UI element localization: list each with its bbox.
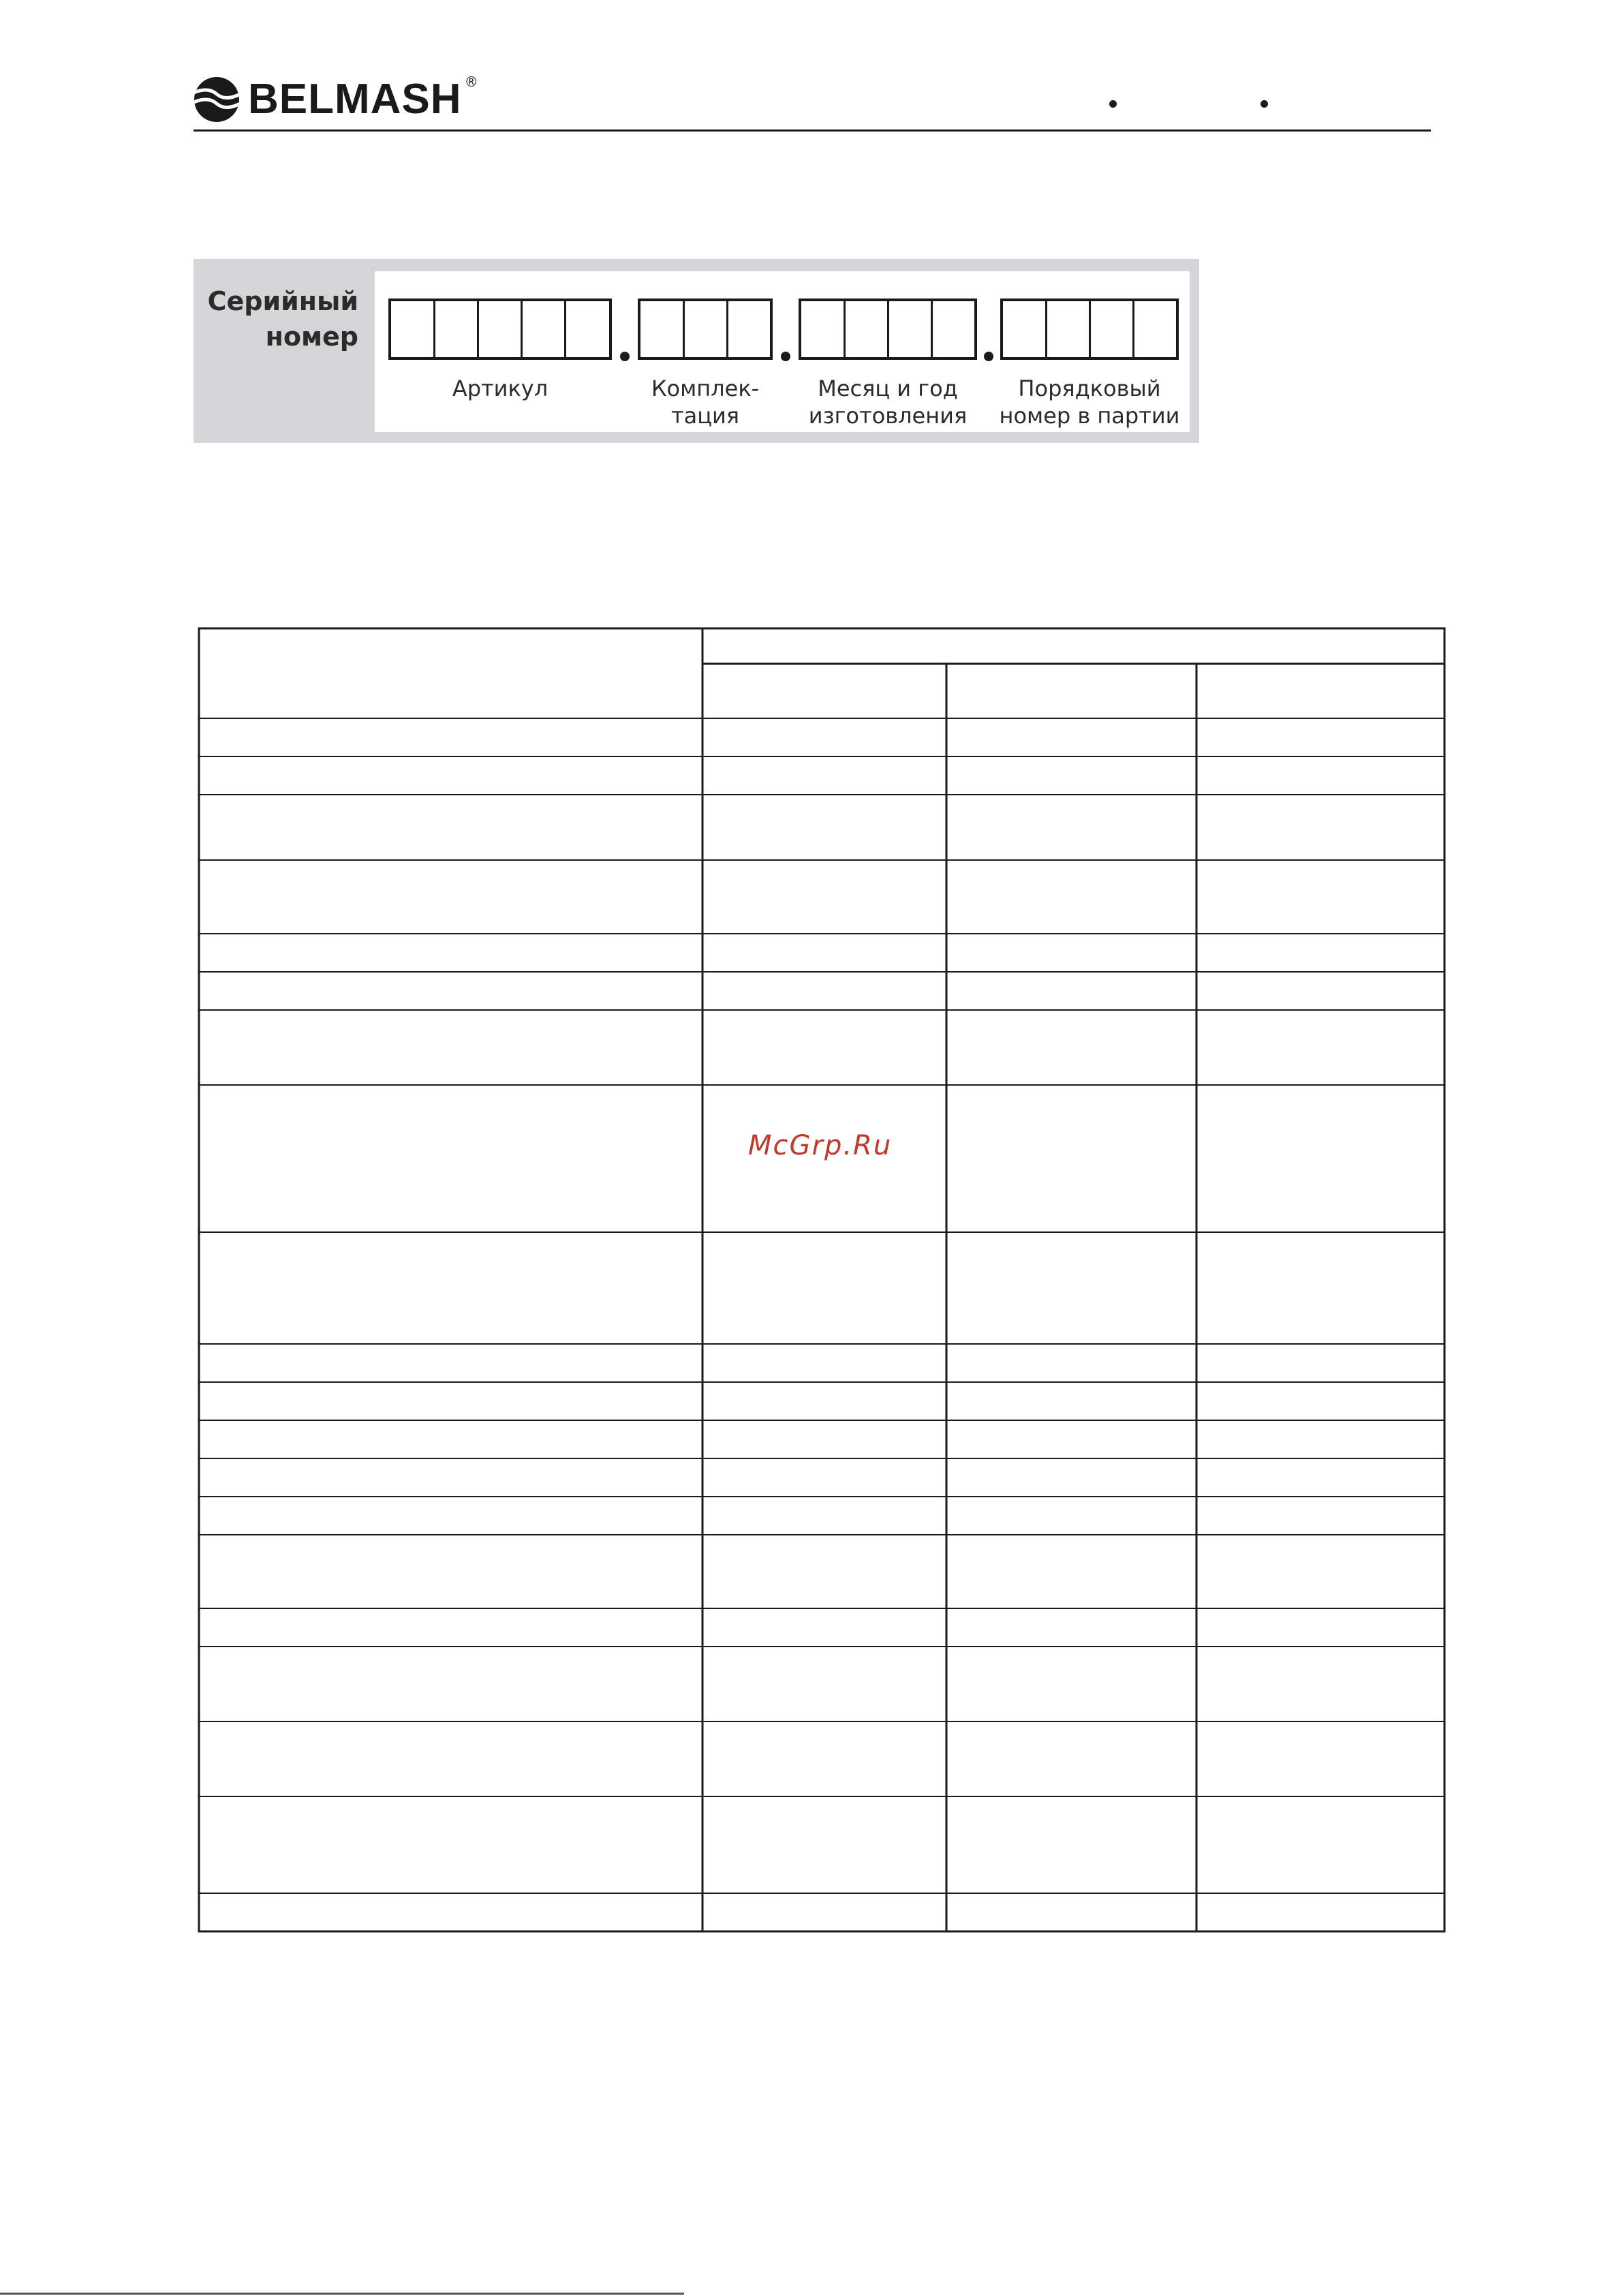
registered-mark: ® — [464, 74, 478, 90]
serial-group-label-batch-number: Порядковый номер в партии — [999, 376, 1180, 429]
table-frame — [199, 628, 1444, 1931]
serial-group-label-configuration: Комплек- тация — [651, 376, 760, 429]
footer-rule — [0, 2293, 684, 2295]
serial-group-label-article: Артикул — [452, 376, 548, 401]
serial-label-line1: Серийный — [207, 286, 358, 316]
serial-label-line2: номер — [265, 322, 358, 352]
brand-name: BELMASH — [248, 76, 462, 123]
serial-group-label-month-year: Месяц и год изготовления — [808, 376, 968, 429]
watermark: McGrp.Ru — [748, 1130, 893, 1161]
